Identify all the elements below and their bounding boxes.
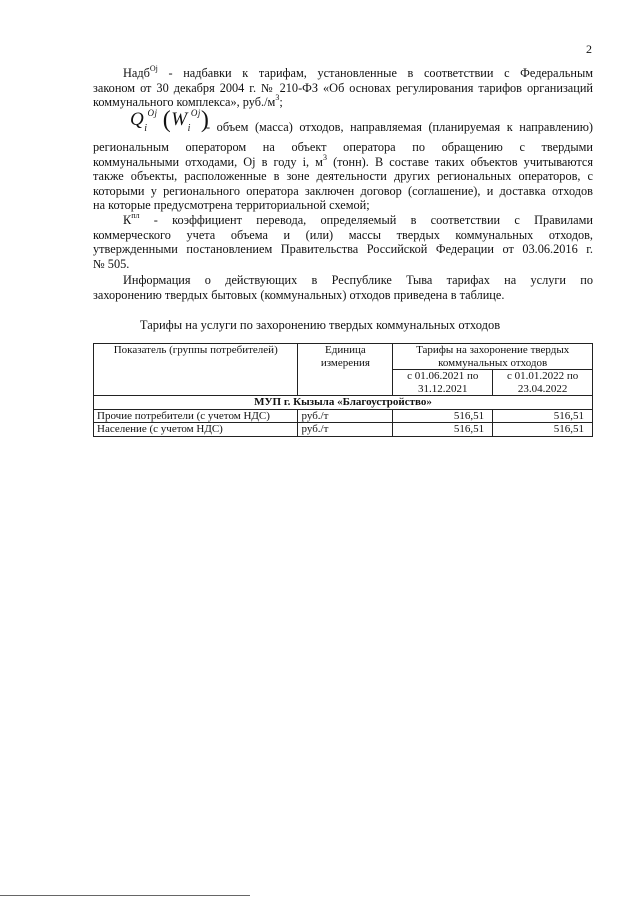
nadb-text-1: - надбавки к тарифам, установленные в соответствии с Федеральным (168, 66, 593, 80)
nadb-line3-end: ; (279, 95, 283, 110)
kpl-symbol: К (123, 213, 132, 227)
nadb-line3-sup: 3 (275, 93, 280, 103)
kpl-line-3: утвержденными постановлением Правительства Российской Федерации от 03.06.2016 г. (93, 242, 593, 257)
row-value-1: 516,51 (393, 409, 493, 423)
formula-w: W (171, 109, 188, 130)
formula-q-sub: i (144, 123, 148, 134)
row-unit: руб./т (298, 423, 393, 437)
row-value-1: 516,51 (393, 423, 493, 437)
volume-line-2a: коммунальными отходами, Oj в году i, м (93, 154, 323, 169)
row-unit: руб./т (298, 409, 393, 423)
header-indicator: Показатель (группы потребителей) (94, 344, 298, 396)
volume-line-5: на которые предусмотрена территориальной схемой; (93, 198, 370, 213)
nadb-superscript: Oj (149, 64, 158, 73)
table-row (94, 423, 593, 437)
page-number: 2 (586, 42, 592, 56)
kpl-superscript: пл (131, 211, 140, 220)
header-unit: Единица измерения (298, 344, 393, 396)
kpl-text-1: - коэффициент перевода, определяемый в соответствии с Правилами (153, 213, 593, 227)
formula-desc-text: - объем (масса) отходов, направляемая (планируемая к направлению) (206, 120, 593, 134)
footer-divider (0, 895, 250, 896)
formula-close-paren: ) (200, 107, 210, 133)
formula-open-paren: ( (162, 107, 172, 133)
kpl-line-4: № 505. (93, 256, 130, 271)
info-paragraph (93, 273, 593, 302)
row-indicator: Прочие потребители (с учетом НДС) (94, 409, 298, 423)
kpl-line-1 (93, 213, 593, 228)
table-caption: Тарифы на услуги по захоронению твердых коммунальных отходов (139, 318, 501, 332)
kpl-line-2: коммерческого учета объема и (или) массы твердых коммунальных отходов, (93, 227, 593, 242)
tariff-table (93, 343, 593, 437)
volume-line-2 (93, 152, 593, 170)
formula-description (206, 120, 593, 135)
kpl-paragraph (93, 213, 593, 271)
formula-w-sup: Oj (190, 108, 201, 118)
row-value-2: 516,51 (493, 423, 593, 437)
volume-paragraph (93, 140, 593, 213)
header-period-2: с 01.01.2022 по 23.04.2022 (493, 370, 593, 396)
table-header-row (94, 344, 593, 370)
info-line-1: Информация о действующих в Республике Тыва тарифах на услуги по (123, 273, 593, 287)
volume-line-2-sup: 3 (322, 152, 327, 162)
table-row (94, 409, 593, 423)
info-line-2: захоронению твердых бытовых (коммунальных) отходов приведена в таблице. (93, 287, 505, 302)
formula (130, 106, 209, 137)
nadb-paragraph (93, 66, 593, 110)
nadb-text-3: коммунального комплекса», руб./м (93, 95, 276, 110)
formula-w-sub: i (187, 123, 191, 134)
volume-line-4: которыми у регионального оператора заключен договор (соглашение), и доставка отходов (93, 183, 593, 198)
formula-q-sup: Oj (147, 108, 158, 118)
formula-q: Q (130, 109, 145, 130)
header-tariffs: Тарифы на захоронение твердых коммунальных отходов (393, 344, 593, 370)
row-indicator: Население (с учетом НДС) (94, 423, 298, 437)
volume-line-2b: (тонн). В составе таких объектов учитываются (326, 154, 593, 169)
row-value-2: 516,51 (493, 409, 593, 423)
nadb-symbol: Надб (123, 66, 150, 80)
section-title: МУП г. Кызыла «Благоустройство» (94, 396, 593, 410)
volume-line-1: региональным оператором на объект оператора по обращению с твердыми (93, 140, 593, 154)
table-section-row (94, 396, 593, 410)
nadb-line-1 (93, 66, 593, 81)
header-period-1: с 01.06.2021 по 31.12.2021 (393, 370, 493, 396)
volume-line-3: также объекты, расположенные в зоне деятельности других региональных операторов, с (93, 169, 593, 184)
nadb-line-2: законом от 30 декабря 2004 г. № 210-ФЗ «Об основах регулирования тарифов организаций (93, 80, 593, 95)
